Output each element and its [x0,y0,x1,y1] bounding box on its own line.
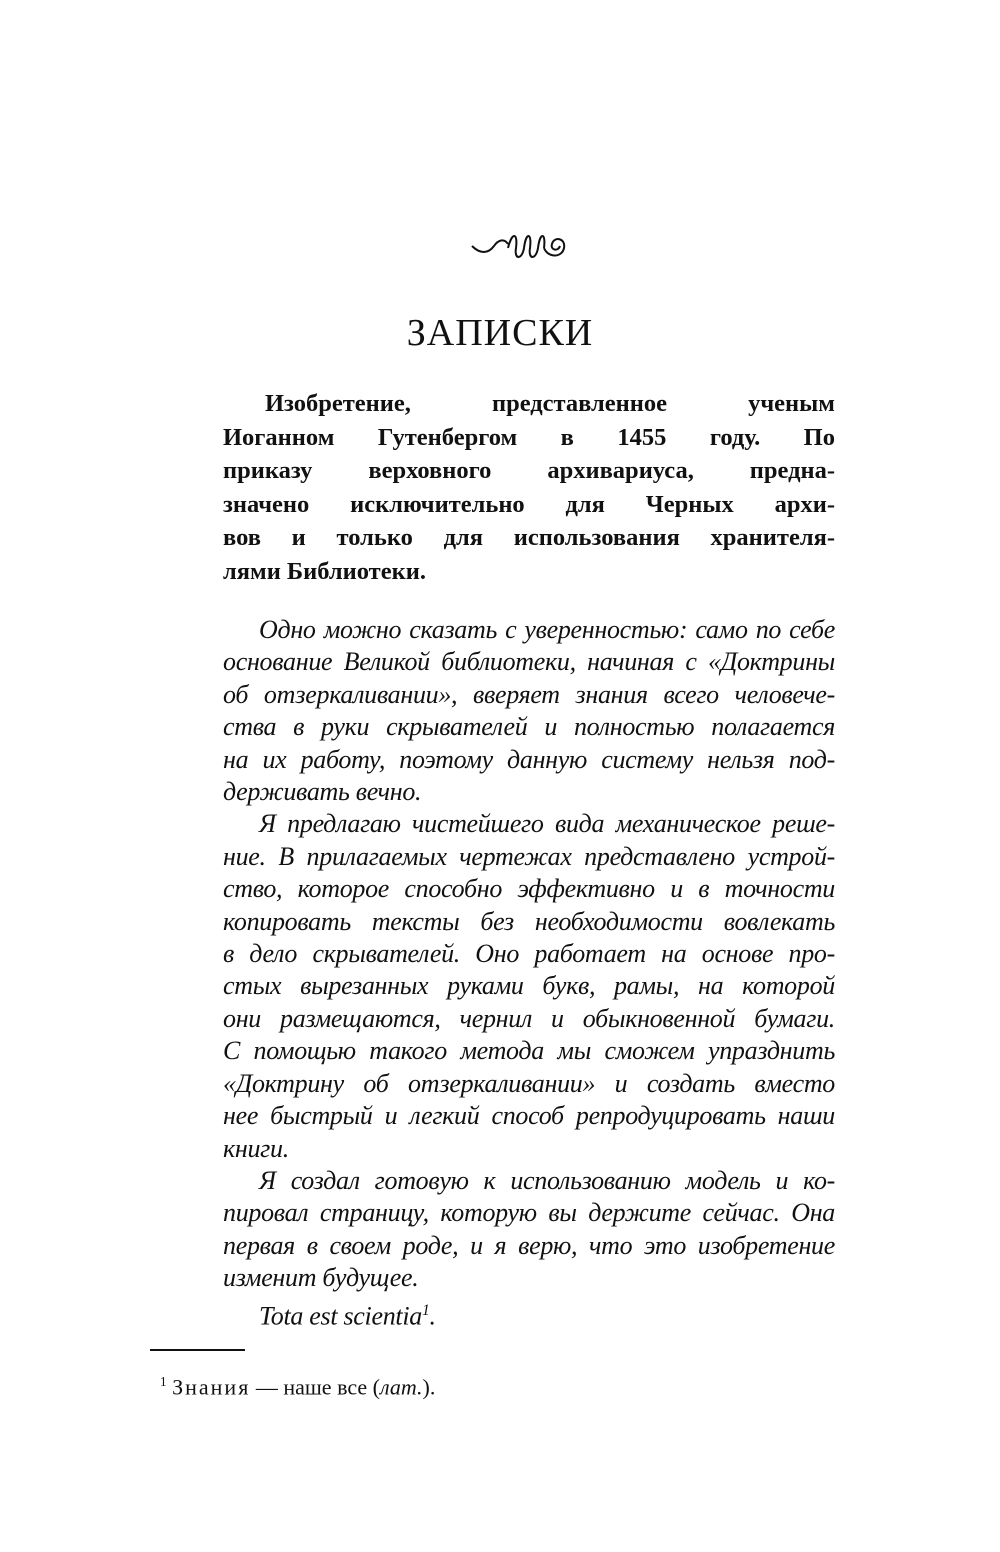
letter-line: в дело скрывателей. Оно работает на основе про- [223,939,835,969]
latin-motto: Tota est scientia [259,1301,422,1331]
letter-line: ние. В прилагаемых чертежах представлено устрой- [223,841,835,871]
epigraph-line: Иоганном Гутенбергом в 1455 году. По [223,423,835,451]
footnote-close: ). [422,1374,436,1400]
footnote-language: лат. [379,1374,423,1400]
letter-line: держивать вечно. [223,777,422,807]
epigraph [223,387,835,589]
letter-line: Я создал готовую к использованию модель и ко- [259,1165,835,1195]
epigraph-line: Изобретение, представленное ученым [265,390,835,417]
footnote-reference[interactable]: 1 [421,1301,430,1319]
letter-line: они размещаются, чернил и обыкновенной бумаги. [223,1003,835,1033]
letter-line: С помощью такого метода мы сможем упразднить [223,1036,835,1066]
letter-line: Я предлагаю чистейшего вида механическое реше- [259,809,835,839]
letter-line: изменит будущее. [223,1263,419,1293]
letter-line: стых вырезанных руками букв, рамы, на которой [223,971,835,1001]
page-title: ЗАПИСКИ [406,312,594,355]
epigraph-line: лями Библиотеки. [223,557,426,585]
letter-line: первая в своем роде, и я верю, что это изобретение [223,1230,835,1260]
footnote-text: — наше все ( [250,1374,380,1400]
letter-line: на их работу, поэтому данную систему нельзя под- [223,744,835,774]
letter-line: Одно можно сказать с уверенностью: само по себе [259,615,835,644]
epigraph-line: приказу верховного архивариуса, предна- [223,457,835,485]
letter-line: ство, которое способно эффективно и в точности [223,874,835,904]
letter-line: об отзеркаливании», вверяет знания всего человече- [223,679,835,709]
flourish-ornament-icon [470,228,580,264]
letter-line: пировал страницу, которую вы держите сейчас. Она [223,1198,835,1228]
footnote-term: Знания [172,1374,251,1400]
letter-line: «Доктрину об отзеркаливании» и создать вместо [223,1068,835,1098]
letter-line: книги. [223,1133,289,1163]
footnote-divider [150,1349,245,1351]
letter-text [223,614,835,1333]
letter-closing-line: Tota est scientia$^1$. [259,1301,436,1331]
footnote [160,1374,435,1400]
letter-line: основание Великой библиотеки, начиная с «Доктрины [223,647,835,677]
letter-line: ства в руки скрывателей и полностью полагается [223,712,835,742]
epigraph-line: значено исключительно для Черных архи- [223,490,835,518]
letter-line: копировать тексты без необходимости вовлекать [223,906,835,936]
epigraph-line: вов и только для использования хранителя- [223,524,835,552]
footnote-marker: 1 [160,1374,167,1389]
letter-line: нее быстрый и легкий способ репродуцировать наши [223,1101,835,1131]
